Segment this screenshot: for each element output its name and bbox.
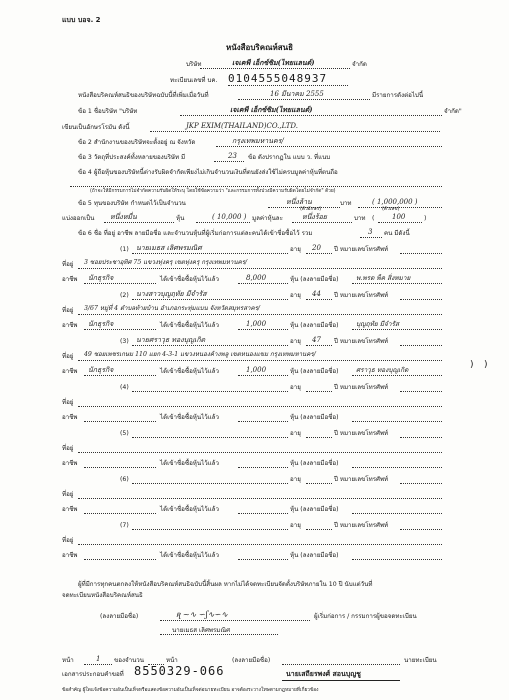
- clause-6-tail: คน มีดังนี้: [384, 230, 410, 237]
- clause-1-line: [180, 115, 442, 116]
- director-age: 47: [312, 336, 321, 344]
- director-age-label: อายุ: [290, 430, 301, 437]
- clause-1-name: เจเคพี เอ็กซ์ซิม(ไทยแลนด์): [230, 105, 313, 114]
- director-name-line: [132, 437, 288, 438]
- capital-amount-line: [358, 207, 442, 208]
- company-suffix: จำกัด: [352, 61, 367, 68]
- clause-2-line: [216, 146, 442, 147]
- director-shares-line: [238, 283, 288, 284]
- clause-2-label: ข้อ 2 สำนักงานของบริษัทจะตั้งอยู่ ณ จังหวัด: [78, 139, 196, 146]
- director-address-line: [78, 360, 442, 361]
- director-age-line: [306, 345, 332, 346]
- director-signature-line: [352, 375, 442, 376]
- director-phone-line: [400, 253, 442, 254]
- page-total-label: ของจำนวน: [114, 657, 145, 664]
- director-age-line: [306, 391, 332, 392]
- director-phone-line: [400, 299, 442, 300]
- director-occupation-line: [84, 559, 156, 560]
- par-words-line: [292, 222, 352, 223]
- director-occupation-line: [84, 467, 156, 468]
- registrar-name: นายเสถียรพงศ์ สอนบุญชู: [286, 670, 361, 678]
- director-phone-line: [400, 529, 442, 530]
- director-subscribed-label: ได้เข้าชื่อซื้อหุ้นไว้แล้ว: [160, 414, 219, 421]
- director-age-line: [306, 483, 332, 484]
- director-number: (2): [120, 292, 129, 299]
- certificate-tail: มีรายการดังต่อไปนี้: [372, 92, 424, 99]
- director-number: (5): [120, 430, 129, 437]
- director-name: นายศราวุธ ทองบุญเกิด: [136, 336, 206, 344]
- shares-words-line: [104, 222, 174, 223]
- director-signature: ศราวุธ ทองบุญเกิด: [356, 366, 409, 374]
- director-address-label: ที่อยู่: [62, 399, 74, 406]
- shares-number: ( 10,000 ): [212, 213, 247, 221]
- director-address-label: ที่อยู่: [62, 353, 74, 360]
- director-age-label: อายุ: [290, 292, 301, 299]
- english-name: JKP EXIM(THAILAND)CO.,LTD.: [186, 122, 298, 130]
- director-address: 3 ซอยประชาอุทิศ 75 แขวงทุ่งครุ เขตทุ่งครุ กรุงเทพมหานคร/: [84, 259, 248, 266]
- director-age-label: อายุ: [290, 246, 301, 253]
- director-occupation-label: อาชีพ: [62, 506, 78, 513]
- director-age-line: [306, 529, 332, 530]
- capital-amount-note: (ตัวเลข): [382, 207, 400, 212]
- director-phone-label: ปี หมายเลขโทรศัพท์: [334, 292, 389, 299]
- margin-mark-1: ): [470, 360, 474, 370]
- clause-6-label: ข้อ 6 ชื่อ ที่อยู่ อาชีพ ลายมือชื่อ และจำนวนหุ้นที่ผู้เริ่มก่อการแต่ละคนได้เข้าชื่อซื้อไว้ รวม: [78, 230, 313, 237]
- director-signature-line: [352, 559, 442, 560]
- director-name-line: [132, 391, 288, 392]
- director-age-label: อายุ: [290, 384, 301, 391]
- director-age-label: อายุ: [290, 522, 301, 529]
- director-signature: ꭆ ~∿ ∽ʃ∿∽∿: [176, 610, 228, 619]
- director-occupation-label: อาชีพ: [62, 414, 78, 421]
- director-occupation: นักธุรกิจ: [88, 320, 114, 328]
- par-open: (: [372, 215, 375, 222]
- page-label: หน้า: [62, 657, 74, 664]
- shares-number-line: [196, 222, 250, 223]
- director-occupation-line: [84, 421, 156, 422]
- page-number: 1: [96, 655, 101, 663]
- director-subscribed-label: ได้เข้าชื่อซื้อหุ้นไว้แล้ว: [160, 276, 219, 283]
- director-address-label: ที่อยู่: [62, 445, 74, 452]
- capital-words-note: (ตัวอักษร): [300, 207, 322, 212]
- director-signature-line: [352, 283, 442, 284]
- clause-5-label: ข้อ 5 ทุนของบริษัท กำหนดไว้เป็นจำนวน: [78, 200, 186, 207]
- signer-name: นายเมธส เลิศพรมณิศ: [172, 627, 231, 634]
- director-address-line: [78, 314, 442, 315]
- director-sign-label: หุ้น (ลงลายมือชื่อ): [290, 276, 339, 283]
- director-occupation: นักธุรกิจ: [88, 274, 114, 282]
- director-phone-label: ปี หมายเลขโทรศัพท์: [334, 430, 389, 437]
- shares-unit: หุ้น: [176, 215, 185, 222]
- director-occupation-label: อาชีพ: [62, 322, 78, 329]
- clause-1-label: ข้อ 1 ชื่อบริษัท "บริษัท: [78, 108, 138, 115]
- director-name-line: [132, 345, 288, 346]
- certificate-date: 16 มีนาคม 2555: [270, 90, 324, 98]
- registration-line: [228, 85, 348, 86]
- director-sign-label: หุ้น (ลงลายมือชื่อ): [290, 414, 339, 421]
- english-name-label: เขียนเป็นอักษรโรมัน ดังนี้: [62, 124, 130, 131]
- director-address-line: [78, 268, 442, 269]
- director-address-label: ที่อยู่: [62, 491, 74, 498]
- director-address-line: [78, 452, 442, 453]
- certificate-date-line: [238, 99, 370, 100]
- closing-line-1: ผู้ที่มีการทุกคนตกลงให้หนังสือบริคณห์สนธิฉบับนี้สิ้นผล หากไม่ได้จดทะเบียนจัดตั้งบริษัทภายใน 10 ปี นับแต่วันที่: [78, 581, 373, 588]
- footer-warning: ข้อสำคัญ ผู้ใดแจ้งข้อความอันเป็นเท็จหรือแสดงข้อความอันเป็นเท็จต่อนายทะเบียน อาจต้องระวางโทษตามกฎหมายที่เกี่ยวข้อง: [62, 688, 319, 693]
- director-phone-label: ปี หมายเลขโทรศัพท์: [334, 384, 389, 391]
- document-title: หนังสือบริคณห์สนธิ: [226, 43, 293, 52]
- director-shares: 1,000: [246, 320, 267, 328]
- director-phone-label: ปี หมายเลขโทรศัพท์: [334, 476, 389, 483]
- registrar-underline: [282, 680, 400, 681]
- director-subscribed-label: ได้เข้าชื่อซื้อหุ้นไว้แล้ว: [160, 368, 219, 375]
- director-name: นายเมธส เลิศพรมณิศ: [136, 244, 202, 252]
- director-phone-label: ปี หมายเลขโทรศัพท์: [334, 338, 389, 345]
- director-address-line: [78, 406, 442, 407]
- clause-3-label: ข้อ 3 วัตถุที่ประสงค์ทั้งหลายของบริษัท มี: [78, 154, 186, 161]
- director-number: (3): [120, 338, 129, 345]
- par-close: ): [424, 215, 427, 222]
- director-phone-label: ปี หมายเลขโทรศัพท์: [334, 522, 389, 529]
- signer-name-line: [160, 634, 278, 635]
- director-name-line: [132, 299, 288, 300]
- director-subscribed-label: ได้เข้าชื่อซื้อหุ้นไว้แล้ว: [160, 552, 219, 559]
- form-code: แบบ บอจ. 2: [62, 16, 101, 24]
- company-line: [200, 68, 350, 69]
- director-occupation-line: [84, 329, 156, 330]
- director-number: (4): [120, 384, 129, 391]
- director-subscribed-label: ได้เข้าชื่อซื้อหุ้นไว้แล้ว: [160, 322, 219, 329]
- clause-4-note: (ถ้าจะให้มีกรรมการไม่จำกัดความรับผิดให้ระบุ โดยใช้ข้อความว่า "และกรรมการทั้งปวงมีความรับผิดโดยไม่จำกัด" ด้วย): [90, 189, 336, 194]
- director-age-label: อายุ: [290, 476, 301, 483]
- director-occupation: นักธุรกิจ: [88, 366, 114, 374]
- director-phone-label: ปี หมายเลขโทรศัพท์: [334, 246, 389, 253]
- director-occupation-line: [84, 513, 156, 514]
- director-phone-line: [400, 437, 442, 438]
- director-subscribed-label: ได้เข้าชื่อซื้อหุ้นไว้แล้ว: [160, 460, 219, 467]
- par-baht: บาท: [354, 215, 366, 222]
- director-age-line: [306, 437, 332, 438]
- director-address: 49 ซอยเพชรเกษม 110 แยก 4-3-1 แขวงหนองค้างพลู เขตหนองแขม กรุงเทพมหานคร/: [84, 351, 316, 358]
- director-number: (7): [120, 522, 129, 529]
- director-address-line: [78, 544, 442, 545]
- director-sign-label: หุ้น (ลงลายมือชื่อ): [290, 506, 339, 513]
- director-occupation-line: [84, 283, 156, 284]
- clause-3-tail: ข้อ ดังปรากฏใน แบบ ว. ที่แนบ: [248, 154, 331, 161]
- director-signature-line: [352, 467, 442, 468]
- doc-number-label: เอกสารประกอบคำขอที่: [62, 671, 124, 678]
- director-address-label: ที่อยู่: [62, 261, 74, 268]
- clause-4-label: ข้อ 4 ผู้ถือหุ้นของบริษัทนี้ต่างรับผิดจำกัดเพียงไม่เกินจำนวนเงินที่ตนยังส่งใช้ไม่ครบมูลค่าหุ้นที่ตนถือ: [78, 169, 338, 176]
- director-name-line: [132, 483, 288, 484]
- registrar-title: นายทะเบียน: [404, 657, 437, 664]
- registrar-sign-line: [282, 664, 400, 665]
- par-value-line: [378, 222, 422, 223]
- director-age-label: อายุ: [290, 338, 301, 345]
- director-subscribed-label: ได้เข้าชื่อซื้อหุ้นไว้แล้ว: [160, 506, 219, 513]
- baht-label: บาท: [340, 200, 352, 207]
- director-address-label: ที่อยู่: [62, 307, 74, 314]
- english-name-line: [150, 131, 440, 132]
- capital-amount: ( 1,000,000 ): [372, 198, 418, 206]
- director-shares-line: [238, 329, 288, 330]
- director-shares-line: [238, 421, 288, 422]
- director-age-line: [306, 253, 332, 254]
- clause-3-count: 23: [228, 152, 237, 160]
- director-phone-line: [400, 483, 442, 484]
- registration-label: ทะเบียนเลขที่ บค.: [170, 77, 218, 84]
- director-signature-line: [352, 421, 442, 422]
- director-phone-line: [400, 345, 442, 346]
- director-age-line: [306, 299, 332, 300]
- shares-words: หนึ่งหมื่น: [110, 213, 137, 221]
- par-value: 100: [392, 213, 406, 221]
- director-sign-label: หุ้น (ลงลายมือชื่อ): [290, 368, 339, 375]
- director-name: นางสาวบุญฤทัย มีจำรัส: [136, 290, 207, 298]
- director-address-line: [78, 498, 442, 499]
- company-name: เจเคพี เอ็กซ์ซิม(ไทยแลนด์): [232, 58, 315, 67]
- clause-1-suffix: จำกัด": [444, 108, 462, 115]
- director-signature: พ.พรต พ็ค สิ่งหมาย: [356, 274, 411, 282]
- page-unit: หน้า: [166, 657, 178, 664]
- director-sign-label: หุ้น (ลงลายมือชื่อ): [290, 460, 339, 467]
- director-address-label: ที่อยู่: [62, 537, 74, 544]
- clause-2-value: กรุงเทพมหานคร/: [232, 137, 284, 145]
- director-sign-label: หุ้น (ลงลายมือชื่อ): [290, 322, 339, 329]
- director-occupation-label: อาชีพ: [62, 276, 78, 283]
- director-name-line: [132, 253, 288, 254]
- clause-3-line: [214, 161, 244, 162]
- company-label: บริษัท: [186, 61, 202, 68]
- clause-4-line: [70, 186, 442, 187]
- director-count-line: [360, 237, 382, 238]
- director-shares-line: [238, 559, 288, 560]
- director-shares: 1,000: [246, 366, 267, 374]
- sign-line: [160, 620, 310, 621]
- par-label: มูลค่าหุ้นละ: [252, 215, 283, 222]
- director-sign-label: หุ้น (ลงลายมือชื่อ): [290, 552, 339, 559]
- director-occupation-label: อาชีพ: [62, 552, 78, 559]
- director-occupation-line: [84, 375, 156, 376]
- director-age: 44: [312, 290, 321, 298]
- director-occupation-label: อาชีพ: [62, 368, 78, 375]
- sign-label: (ลงลายมือชื่อ): [100, 613, 139, 620]
- registration-number: 0104555048937: [228, 72, 328, 85]
- director-number: (1): [120, 246, 129, 253]
- director-signature-line: [352, 513, 442, 514]
- registrar-sign-label: (ลงลายมือชื่อ): [232, 657, 271, 664]
- margin-mark-2: ): [484, 360, 488, 370]
- director-occupation-label: อาชีพ: [62, 460, 78, 467]
- director-shares-line: [238, 513, 288, 514]
- director-number: (6): [120, 476, 129, 483]
- director-phone-line: [400, 391, 442, 392]
- certificate-intro: หนังสือบริคณห์สนธิของบริษัทฉบับนี้ที่เพิ่มเมื่อวันที่: [78, 92, 209, 99]
- page-number-line: [84, 664, 112, 665]
- sign-role: ผู้เริ่มก่อการ / กรรมการผู้ขอจดทะเบียน: [314, 613, 417, 620]
- director-address: 3/67 หมู่ที่ 4 ตำบลท้ายบ้าน อำเภอกระทุ่มแบน จังหวัดสมุทรสาคร/: [84, 305, 260, 312]
- director-signature-line: [352, 329, 442, 330]
- director-name-line: [132, 529, 288, 530]
- shares-label: แบ่งออกเป็น: [62, 215, 95, 222]
- director-age: 20: [312, 244, 321, 252]
- doc-number: 8550329-066: [134, 664, 225, 678]
- director-count: 3: [368, 228, 373, 236]
- director-shares-line: [238, 467, 288, 468]
- closing-line-2: จดทะเบียนหนังสือบริคณห์สนธิ: [62, 592, 143, 599]
- par-words: หนึ่งร้อย: [302, 213, 327, 221]
- director-signature: บุญฤทัย มีจำรัส: [356, 320, 399, 328]
- capital-words: หนึ่งล้าน: [286, 198, 312, 206]
- director-shares: 8,000: [246, 274, 267, 282]
- director-shares-line: [238, 375, 288, 376]
